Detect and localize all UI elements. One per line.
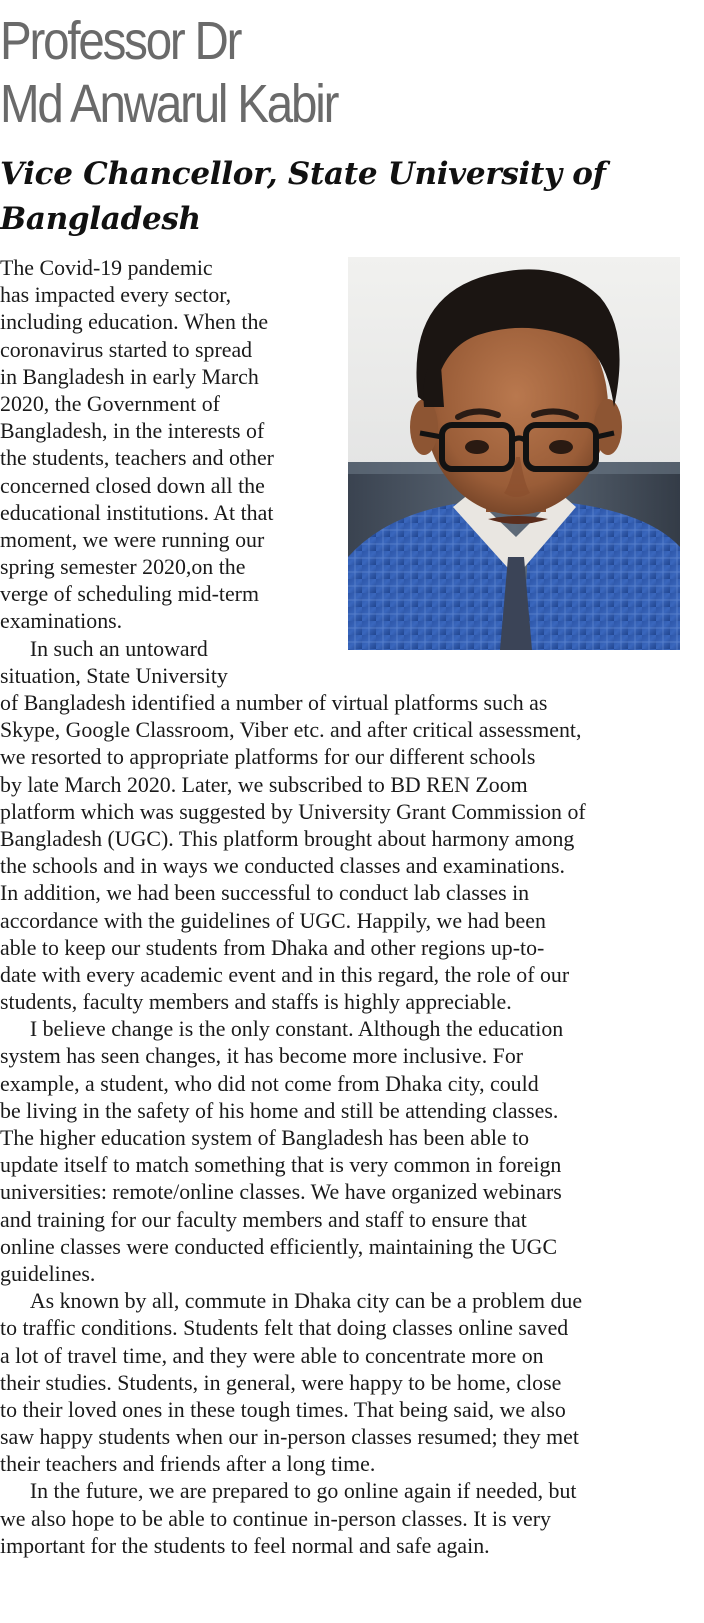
author-role (0, 152, 606, 242)
article-line: 2020, the Government of (0, 390, 220, 416)
article-line: be living in the safety of his home and still be attending classes. (0, 1097, 559, 1123)
article-line: date with every academic event and in this regard, the role of our (0, 961, 570, 987)
article-line: moment, we were running our (0, 526, 265, 552)
article-line: The Covid-19 pandemic (0, 255, 213, 280)
article-line: important for the students to feel normal and safe again. (0, 1532, 490, 1558)
article-line: by late March 2020. Later, we subscribed to BD REN Zoom (0, 771, 528, 797)
article-line: accordance with the guidelines of UGC. Happily, we had been (0, 907, 546, 933)
article-line: Bangladesh, in the interests of (0, 418, 265, 444)
article-line: the students, teachers and other (0, 445, 274, 471)
author-name (0, 10, 616, 136)
article-line: examinations. (0, 608, 123, 634)
article-line: to traffic conditions. Students felt that doing classes online saved (0, 1315, 569, 1341)
article-line: update itself to match something that is very common in foreign (0, 1152, 562, 1178)
article-line: saw happy students when our in-person classes resumed; they met (0, 1424, 579, 1450)
article-line: educational institutions. At that (0, 499, 274, 525)
article-line: to their loved ones in these tough times. That being said, we also (0, 1396, 566, 1422)
author-role-line-2: Bangladesh (0, 201, 201, 237)
article-line: able to keep our students from Dhaka and other regions up-to- (0, 934, 545, 960)
paragraph-start-line: In such an untoward (29, 635, 208, 661)
article-line: system has seen changes, it has become more inclusive. For (0, 1043, 524, 1069)
article-line: The higher education system of Bangladesh has been able to (0, 1125, 530, 1150)
article-line: coronavirus started to spread (0, 336, 253, 362)
article-line: the schools and in ways we conducted classes and examinations. (0, 853, 565, 879)
article-line: their teachers and friends after a long time. (0, 1451, 376, 1477)
paragraph-start-line: In the future, we are prepared to go online again if needed, but (29, 1478, 577, 1504)
article-line: situation, State University (0, 662, 228, 688)
article-line: online classes were conducted efficiently, maintaining the UGC (0, 1233, 558, 1259)
paragraph-start-line: I believe change is the only constant. Although the education (29, 1016, 564, 1042)
author-name-line-1: Professor Dr (0, 11, 241, 71)
article-line: guidelines. (0, 1260, 96, 1286)
author-name-line-2: Md Anwarul Kabir (0, 74, 338, 134)
article-body (0, 254, 704, 1559)
article-line: a lot of travel time, and they were able to concentrate more on (0, 1342, 544, 1368)
article-line: we resorted to appropriate platforms for our different schools (0, 744, 536, 770)
article-line: verge of scheduling mid-term (0, 581, 259, 607)
article-line: students, faculty members and staffs is highly appreciable. (0, 989, 512, 1015)
article-line: of Bangladesh identified a number of virtual platforms such as (0, 690, 548, 715)
article-line: example, a student, who did not come from Dhaka city, could (0, 1070, 539, 1096)
article-line: concerned closed down all the (0, 472, 265, 498)
author-role-line-1: Vice Chancellor, State University of (0, 156, 606, 192)
article-line: in Bangladesh in early March (0, 363, 259, 389)
article-line: and training for our faculty members and staff to ensure that (0, 1206, 527, 1232)
article-line: including education. When the (0, 309, 269, 335)
article-line: Bangladesh (UGC). This platform brought about harmony among (0, 825, 575, 851)
article-line: we also hope to be able to continue in-person classes. It is very (0, 1505, 551, 1531)
article-line: platform which was suggested by University Grant Commission of (0, 798, 586, 824)
article-line: spring semester 2020,on the (0, 554, 246, 580)
article-line: their studies. Students, in general, were happy to be home, close (0, 1369, 562, 1395)
article-line: In addition, we had been successful to conduct lab classes in (0, 880, 530, 906)
article-line: universities: remote/online classes. We have organized webinars (0, 1179, 562, 1205)
paragraph-start-line: As known by all, commute in Dhaka city can be a problem due (29, 1288, 583, 1314)
article-line: has impacted every sector, (0, 282, 232, 308)
article-line: Skype, Google Classroom, Viber etc. and after critical assessment, (0, 717, 582, 743)
